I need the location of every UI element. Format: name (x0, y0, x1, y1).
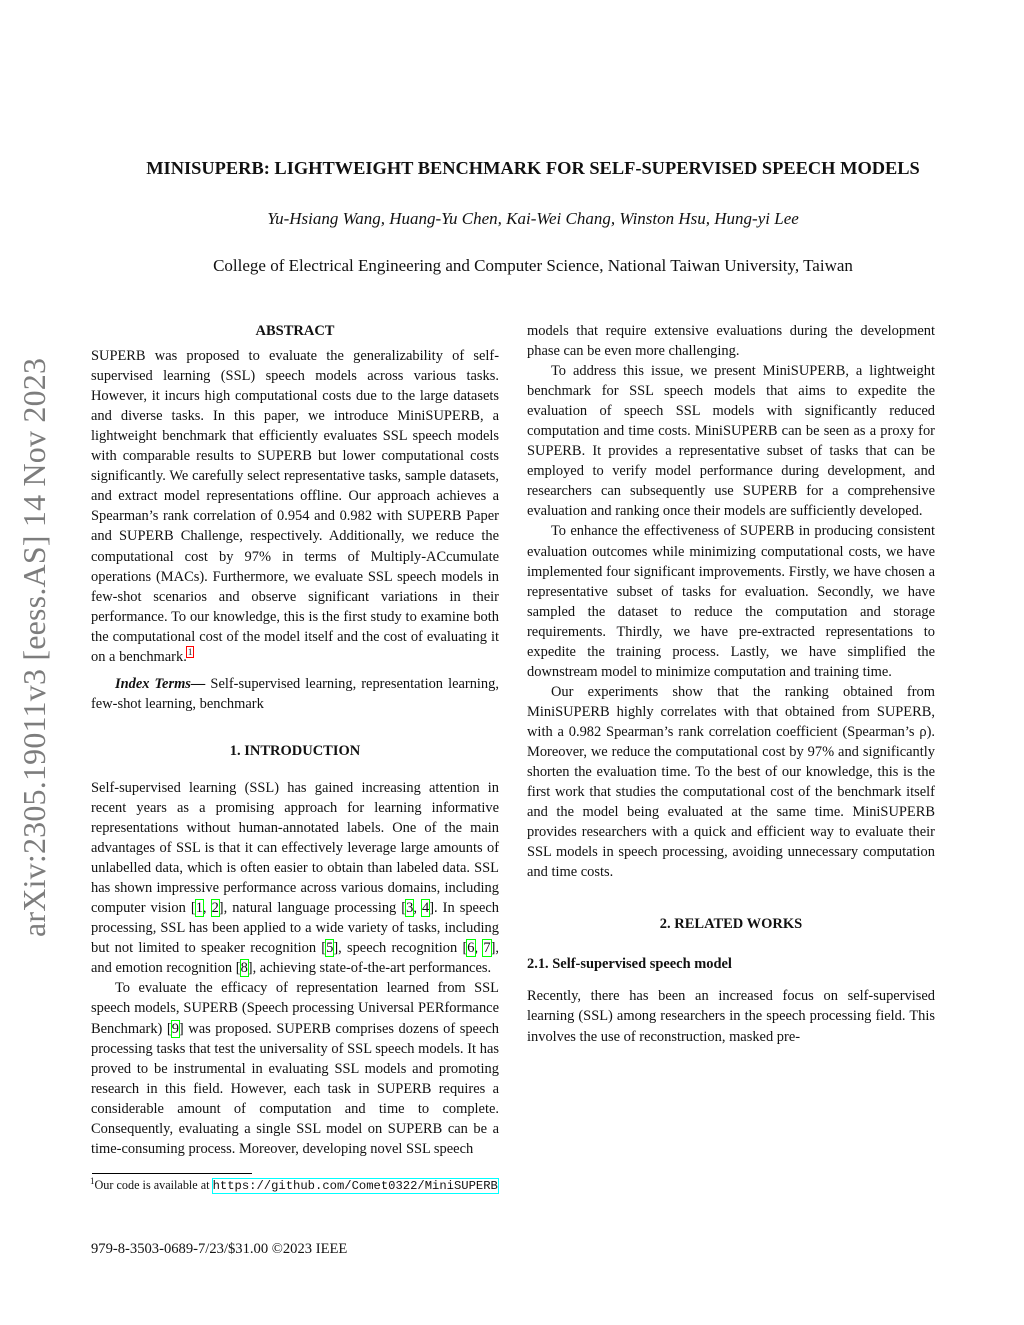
footnote-mark: 1 (90, 1175, 95, 1186)
intro-text: ], achieving state-of-the-art performances. (247, 960, 492, 977)
citation-link[interactable]: 7 (483, 940, 491, 957)
citation-sep: , (202, 900, 212, 917)
intro-paragraph-4: To enhance the effectiveness of SUPERB in producing consistent evaluation outcomes while minimizing computational costs, we have implemented four significant improvements. Firstly, we have chosen a representative subset of tasks for evaluation. Secondly, we have sampled the dataset to reduce the computation and storage requirements. Thirdly, we have pre-extracted representations to expedite the training process. Lastly, we have simplified the downstream model to minimize computation and training time. (527, 523, 935, 680)
intro-paragraph-2-continued: models that require extensive evaluations during the development phase can be even more challenging. (527, 323, 935, 360)
subsection-heading: 2.1. Self-supervised speech model (527, 956, 732, 973)
abstract-heading: ABSTRACT (255, 323, 335, 339)
citation-link[interactable]: 2 (211, 900, 219, 917)
intro-paragraph-5: Our experiments show that the ranking obtained from MiniSUPERB highly correlates with that obtained from SUPERB, with a 0.982 Spearman’s rank correlation coefficient (Spearman’s ρ). Moreover, we reduce the computational cost by 97% and significantly shorten the evaluation time. To the best of our knowledge, this is the first work that studies the computational cost of the benchmark itself and the model being evaluated at the same time. MiniSUPERB provides researchers with a quick and efficient way to evaluate their SSL models in speech processing, avoiding unnecessary computation and time costs. (527, 683, 935, 881)
intro-text: ], natural language processing [ (218, 900, 407, 917)
intro-paragraph-3: To address this issue, we present MiniSUPERB, a lightweight benchmark for SSL speech models that aims to expedite the evaluation of speech SSL models with significantly reduced computation and time costs. MiniSUPERB can be seen as a proxy for SUPERB. It provides a representative subset of tasks that can be employed to verify model performance during development, and researchers can subsequently use SUPERB for a comprehensive evaluation and ranking once their models are sufficiently developed. (527, 363, 935, 520)
affiliation: College of Electrical Engineering and Computer Science, National Taiwan University, Taiwan (213, 256, 853, 275)
footnote-link[interactable]: 1 (187, 646, 193, 657)
citation-sep: , (413, 900, 422, 917)
index-terms-label: Index Terms— (115, 675, 206, 692)
code-url-link[interactable]: https://github.com/Comet0322/MiniSUPERB (212, 1179, 498, 1193)
intro-text: To evaluate the efficacy of representation learned from SSL speech models, SUPERB (Speech processing Universal PERformance Benchmark) [ (91, 980, 499, 1037)
footnote-text: Our code is available at (94, 1178, 213, 1192)
intro-paragraph-2-start (91, 978, 499, 1158)
citation-link[interactable]: 1 (195, 900, 203, 917)
footnote (90, 1177, 500, 1195)
author-list: Yu-Hsiang Wang, Huang-Yu Chen, Kai-Wei Chang, Winston Hsu, Hung-yi Lee (267, 209, 799, 228)
intro-heading: 1. INTRODUCTION (229, 742, 361, 759)
abstract-body: SUPERB was proposed to evaluate the generalizability of self-supervised learning (SSL) speech models across various tasks. However, it incurs high computational costs due to the large datasets and diverse tasks. In this paper, we introduce MiniSUPERB, a lightweight benchmark that efficiently evaluates SSL speech models with comparable results to SUPERB but lower computational costs significantly. We carefully select representative tasks, sample datasets, and extract model representations offline. Our approach achieves a Spearman’s rank correlation of 0.954 and 0.982 with SUPERB Paper and SUPERB Challenge, respectively. Additionally, we reduce the computational cost by 97% in terms of Multiply-ACcumulate operations (MACs). Furthermore, we evaluate SSL speech models in few-shot scenarios and observe significant variations in their performance. To our knowledge, this is the first study to examine both the computational cost of the model itself and the cost of evaluating it on a benchmark. (91, 348, 499, 665)
citation-link[interactable]: 6 (467, 940, 475, 957)
intro-text: ]. In speech processing, SSL has been applied to a wide variety of tasks, including but not limited to speaker recognition [ (91, 900, 499, 957)
citation-link[interactable]: 3 (406, 900, 414, 917)
citation-link[interactable]: 4 (421, 900, 430, 917)
arxiv-identifier: arXiv:2305.19011v3 [eess.AS] 14 Nov 2023 (16, 357, 52, 937)
intro-text: ] was proposed. SUPERB comprises dozens of speech processing tasks that test the universality of SSL speech models. It has proved to be instrumental in evaluating SSL models and promoting research in this field. However, each task in SUPERB requires a considerable amount of computation and time to complete. Consequently, evaluating a single SSL model on SUPERB can be a time-consuming process. Moreover, developing novel SSL speech (91, 1020, 499, 1157)
intro-text: ], speech recognition [ (333, 940, 468, 957)
intro-text: ], and emotion recognition [ (91, 940, 499, 977)
related-works-text: Recently, there has been an increased focus on self-supervised learning (SSL) among researchers in the speech processing field. This involves the use of reconstruction, masked pre- (527, 988, 935, 1045)
left-column (91, 321, 499, 1159)
abstract-text (91, 346, 499, 667)
copyright-notice: 979-8-3503-0689-7/23/$31.00 ©2023 IEEE (91, 1241, 348, 1257)
right-column (527, 321, 935, 1047)
index-terms-text: Self-supervised learning, representation learning, few-shot learning, benchmark (91, 675, 499, 712)
index-terms (91, 674, 499, 714)
intro-paragraph-1 (91, 778, 499, 978)
footnote-rule (92, 1173, 252, 1174)
paper-title: MINISUPERB: LIGHTWEIGHT BENCHMARK FOR SELF-SUPERVISED SPEECH MODELS (146, 158, 920, 178)
intro-text: Self-supervised learning (SSL) has gained increasing attention in recent years as a promising approach for learning informative representations without human-annotated labels. One of the main advantages of SSL is that it can effectively leverage large amounts of unlabelled data, which is often easier to obtain than labeled data. SSL has shown impressive performance across various domains, including computer vision [ (91, 779, 499, 917)
citation-link[interactable]: 8 (240, 960, 248, 977)
citation-link[interactable]: 5 (326, 940, 334, 957)
citation-link[interactable]: 9 (171, 1020, 179, 1037)
citation-sep: , (474, 940, 484, 957)
related-works-heading: 2. RELATED WORKS (659, 916, 803, 933)
